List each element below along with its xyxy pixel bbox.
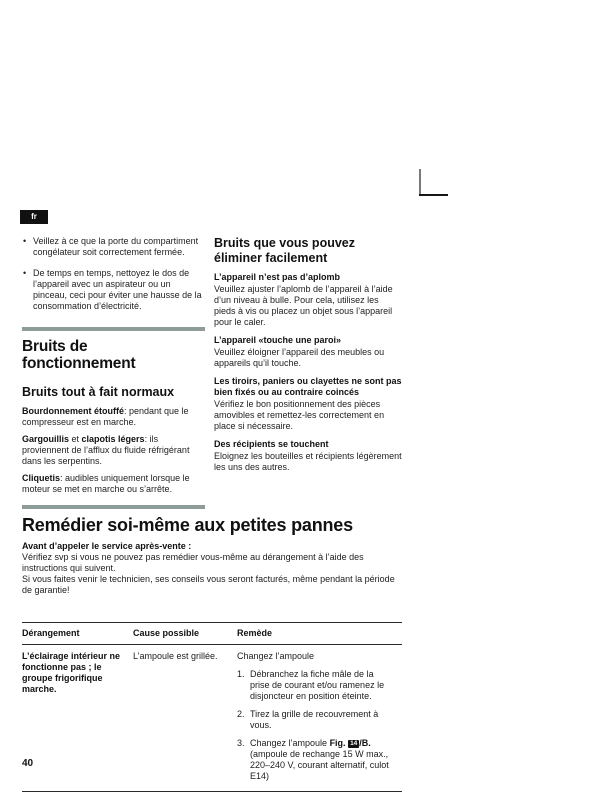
- remedy-step-detail: (ampoule de rechange 15 W max., 220–240 V, courant alternatif, culot E14): [250, 749, 389, 781]
- list-item: • Veillez à ce que la porte du compartiment congélateur soit correctement fermée.: [22, 236, 202, 258]
- troubleshooting-table: [22, 622, 402, 792]
- section-divider: [22, 505, 205, 509]
- section-title-noises: Bruits de fonctionnement: [22, 338, 136, 372]
- issue-body: Eloignez les bouteilles et récipients légèrement les uns des autres.: [214, 451, 402, 472]
- remedy-step: 3. Changez l’ampoule Fig. 14 /B. (ampoule de rechange 15 W max., 220–240 V, courant alternatif, culot E14): [237, 738, 394, 782]
- troubleshoot-intro: [22, 541, 402, 596]
- table-header-row: [22, 623, 402, 645]
- troubleshooting-section: [22, 505, 402, 792]
- noise-item: Bourdonnement étouffé: pendant que le compresseur est en marche.: [22, 405, 189, 427]
- issue-heading: L’appareil «touche une paroi»: [214, 335, 342, 345]
- maintenance-tips-list: [22, 236, 202, 312]
- cell-cause: L’ampoule est grillée.: [133, 651, 218, 661]
- page-number: 40: [22, 758, 34, 769]
- issue-body: Vérifiez le bon positionnement des pièces amovibles et remettez-les correctement en place si nécessaire.: [214, 399, 385, 431]
- right-column: [214, 233, 402, 495]
- remedy-step: 2. Tirez la grille de recouvrement à vous.: [237, 709, 379, 730]
- language-badge: fr: [20, 210, 48, 224]
- issue-heading: L’appareil n’est pas d’aplomb: [214, 272, 341, 282]
- subsection-title-normal-noises: Bruits tout à fait normaux: [22, 385, 175, 399]
- cell-problem: L’éclairage intérieur ne fonctionne pas ; le groupe frigorifique marche.: [22, 651, 121, 694]
- noise-item: Gargouillis et clapotis légers: ils proviennent de l’afflux du fluide réfrigérant dans les serpentins.: [22, 433, 190, 466]
- crop-mark-vertical: [419, 169, 421, 196]
- list-item: • De temps en temps, nettoyez le dos de l’appareil avec un aspirateur ou un pinceau, ceci pour éviter une hausse de la consommation d’électricité.: [22, 268, 202, 312]
- intro-bold-line: Avant d’appeler le service après-vente :: [22, 541, 192, 551]
- crop-mark-horizontal: [419, 194, 448, 196]
- intro-line: Si vous faites venir le technicien, ses conseils vous seront facturés, même pendant la période de garantie!: [22, 574, 395, 595]
- subsection-title-eliminable-noises: Bruits que vous pouvez éliminer facilement: [214, 236, 355, 265]
- issue-heading: Des récipients se touchent: [214, 439, 329, 449]
- column-header-problem: Dérangement: [22, 628, 80, 638]
- remedy-step: 1. Débranchez la fiche mâle de la prise de courant et/ou ramenez le disjoncteur en position éteinte.: [237, 669, 385, 701]
- remedy-intro: Changez l’ampoule: [237, 651, 315, 661]
- issue-body: Veuillez éloigner l’appareil des meubles ou appareils qu’il touche.: [214, 347, 385, 368]
- issue-body: Veuillez ajuster l’aplomb de l’appareil à l’aide d’un niveau à bulle. Pour cela, utilisez les pieds à vis ou placez un objet sous l’appareil pour le caler.: [214, 284, 393, 327]
- two-column-area: [22, 233, 402, 495]
- section-title-troubleshoot: Remédier soi-même aux petites pannes: [22, 515, 353, 535]
- issue-heading: Les tiroirs, paniers ou clayettes ne sont pas bien fixés ou au contraire coincés: [214, 376, 402, 397]
- intro-line: Vérifiez svp si vous ne pouvez pas remédier vous-même au dérangement à l’aide des instructions qui suivent.: [22, 552, 364, 573]
- left-column: [22, 233, 202, 495]
- section-divider: [22, 327, 205, 331]
- noise-item: Cliquetis: audibles uniquement lorsque le moteur se met en marche ou s’arrête.: [22, 472, 190, 494]
- column-header-cause: Cause possible: [133, 628, 200, 638]
- cell-remedy: [237, 651, 402, 782]
- column-header-remedy: Remède: [237, 628, 273, 638]
- figure-reference-badge: 14: [350, 740, 358, 747]
- table-row: [22, 645, 402, 792]
